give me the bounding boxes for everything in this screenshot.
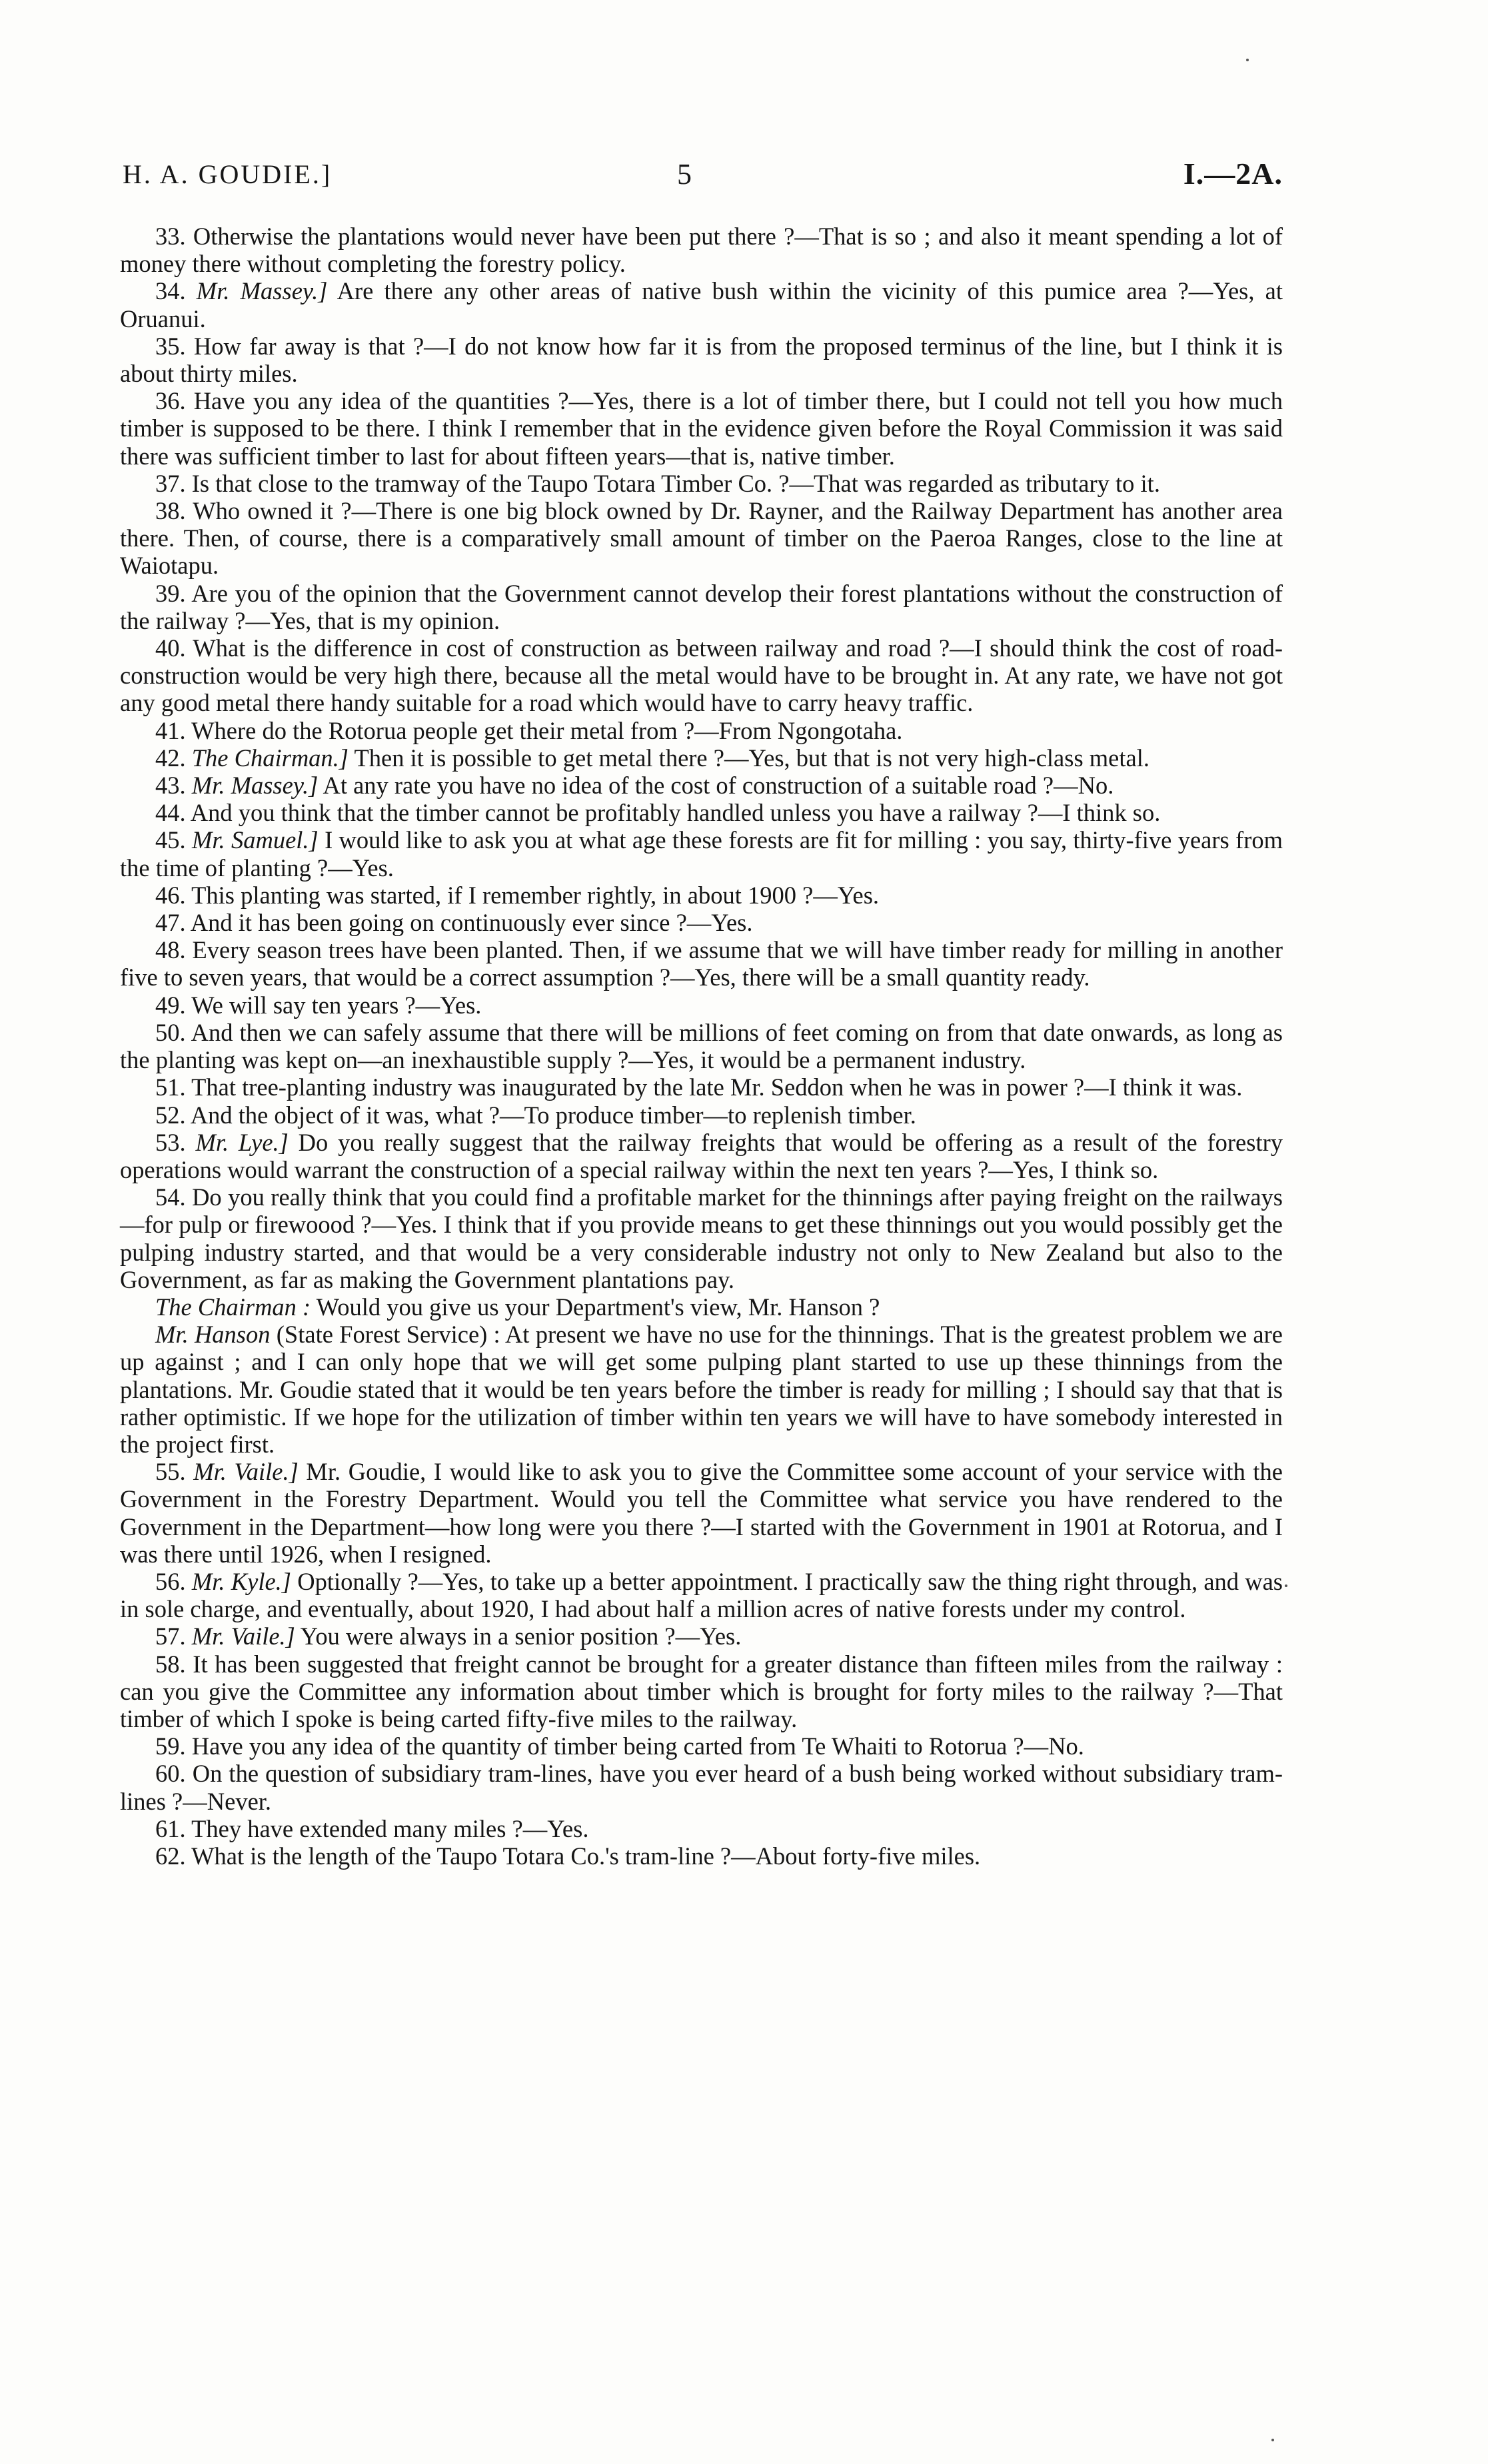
paragraph: 35. How far away is that ?—I do not know how far it is from the proposed terminus of the line, but I think it is about thirty miles. [120,332,1283,388]
paragraph: 40. What is the difference in cost of construction as between railway and road ?—I should think the cost of road-construction would be very high there, because all the metal would have to be brought in. At any rate, we have not got any good metal there handy suitable for a road which would have to carry heavy traffic. [120,634,1283,717]
paragraph: 55. Mr. Vaile.] Mr. Goudie, I would like to ask you to give the Committee some account of your service with the Government in the Forestry Department. Would you tell the Committee what service you have rendered to the Government in the Department—how long were you there ?—I started with the Government in 1901 at Rotorua, and I was there until 1926, when I resigned. [120,1458,1283,1568]
paragraph: 58. It has been suggested that freight cannot be brought for a greater distance than fifteen miles from the railway : can you give the Committee any information about timber which is brought for forty miles to the railway ?—That timber of which I spoke is being carted fifty-five miles to the railway. [120,1650,1283,1732]
paper-speck [1271,2439,1274,2441]
paragraph: 62. What is the length of the Taupo Totara Co.'s tram-line ?—About forty-five miles. [155,1842,981,1870]
page-header [120,147,1283,200]
paragraph: 36. Have you any idea of the quantities ?—Yes, there is a lot of timber there, but I could not tell you how much timber is supposed to be there. I think I remember that in the evidence given before the Royal Commission it was said there was sufficient timber to last for about fifteen years—that is, native timber. [120,387,1283,470]
paragraph: 51. That tree-planting industry was inaugurated by the late Mr. Seddon when he was in power ?—I think it was. [155,1073,1243,1101]
document-page [120,147,1283,1870]
speaker-name: Mr. Lye.] [195,1128,289,1156]
paragraph: 41. Where do the Rotorua people get their metal from ?—From Ngongotaha. [155,716,903,744]
speaker-name: Mr. Massey.] [191,772,319,800]
paragraph: 53. Mr. Lye.] Do you really suggest that the railway freights that would be offering as a result of the forestry operations would warrant the construction of a special railway within the next ten years ?—Yes, I think so. [120,1128,1283,1183]
paragraph: 54. Do you really think that you could find a profitable market for the thinnings after paying freight on the railways—for pulp or firewoood ?—Yes. I think that if you provide means to get these thinnings out you would possibly get the pulping industry started, and that would be a very considerable industry not only to New Zealand but also to the Government, as far as making the Government plantations pay. [120,1183,1283,1293]
paper-speck [1285,1584,1287,1587]
paragraph: 39. Are you of the opinion that the Government cannot develop their forest plantations without the construction of the railway ?—Yes, that is my opinion. [120,579,1283,634]
paragraph: 56. Mr. Kyle.] Optionally ?—Yes, to take up a better appointment. I practically saw the thing right through, and was in sole charge, and eventually, about 1920, I had about half a million acres of native forests under my control. [120,1567,1283,1623]
paragraph: 60. On the question of subsidiary tram-lines, have you ever heard of a bush being worked without subsidiary tram-lines ?—Never. [120,1760,1283,1815]
speaker-name: Mr. Vaile.] [193,1458,299,1486]
paragraph: 34. Mr. Massey.] Are there any other areas of native bush within the vicinity of this pumice area ?—Yes, at Oruanui. [120,277,1283,332]
paragraph: 57. Mr. Vaile.] You were always in a senior position ?—Yes. [155,1622,742,1650]
header-witness-name: H. A. GOUDIE.] [123,159,333,189]
paragraph: 52. And the object of it was, what ?—To produce timber—to replenish timber. [155,1101,916,1129]
paragraph: 43. Mr. Massey.] At any rate you have no idea of the cost of construction of a suitable road ?—No. [155,772,1114,800]
paragraph: 47. And it has been going on continuously ever since ?—Yes. [155,909,753,937]
speaker-name: Mr. Kyle.] [191,1567,291,1595]
speaker-name: The Chairman.] [191,744,349,772]
speaker-name: The Chairman : [155,1293,311,1321]
paper-speck [1246,59,1249,61]
evidence-text [120,223,1283,1870]
paragraph: 61. They have extended many miles ?—Yes. [155,1814,589,1842]
paragraph: 49. We will say ten years ?—Yes. [155,991,482,1019]
paragraph: Mr. Hanson (State Forest Service) : At present we have no use for the thinnings. That is the greatest problem we are up against ; and I can only hope that we will get some pulping plant started to use up these thinnings from the plantations. Mr. Goudie stated that it would be ten years before the timber is ready for milling ; I should say that that is rather optimistic. If we hope for the utilization of timber within ten years we will have to have somebody interested in the project first. [120,1321,1283,1458]
paragraph: The Chairman : Would you give us your Department's view, Mr. Hanson ? [155,1293,880,1321]
paragraph: 38. Who owned it ?—There is one big block owned by Dr. Rayner, and the Railway Department has another area there. Then, of course, there is a comparatively small amount of timber on the Paeroa Ranges, close to the line at Waiotapu. [120,497,1283,580]
paragraph: 46. This planting was started, if I remember rightly, in about 1900 ?—Yes. [155,881,880,909]
paragraph: 44. And you think that the timber cannot be profitably handled unless you have a railway ?—I think so. [155,799,1161,827]
paragraph: 42. The Chairman.] Then it is possible to get metal there ?—Yes, but that is not very high-class metal. [155,744,1149,772]
speaker-name: Mr. Vaile.] [191,1622,295,1650]
speaker-name: Mr. Massey.] [196,277,328,305]
speaker-name: Mr. Hanson [155,1321,271,1349]
paragraph: 50. And then we can safely assume that there will be millions of feet coming on from that date onwards, as long as the planting was kept on—an inexhaustible supply ?—Yes, it would be a permanent industry. [120,1018,1283,1074]
paragraph: 37. Is that close to the tramway of the Taupo Totara Timber Co. ?—That was regarded as tributary to it. [155,469,1160,497]
speaker-name: Mr. Samuel.] [191,826,319,854]
paragraph: 45. Mr. Samuel.] I would like to ask you at what age these forests are fit for milling : you say, thirty-five years from the time of planting ?—Yes. [120,826,1283,882]
page-number: 5 [677,158,694,191]
document-reference: I.—2A. [1183,157,1283,191]
paragraph: 48. Every season trees have been planted. Then, if we assume that we will have timber ready for milling in another five to seven years, that would be a correct assumption ?—Yes, there will be a small quantity ready. [120,936,1283,991]
paragraph: 33. Otherwise the plantations would never have been put there ?—That is so ; and also it meant spending a lot of money there without completing the forestry policy. [120,223,1283,278]
paragraph: 59. Have you any idea of the quantity of timber being carted from Te Whaiti to Rotorua ?—No. [155,1732,1084,1760]
